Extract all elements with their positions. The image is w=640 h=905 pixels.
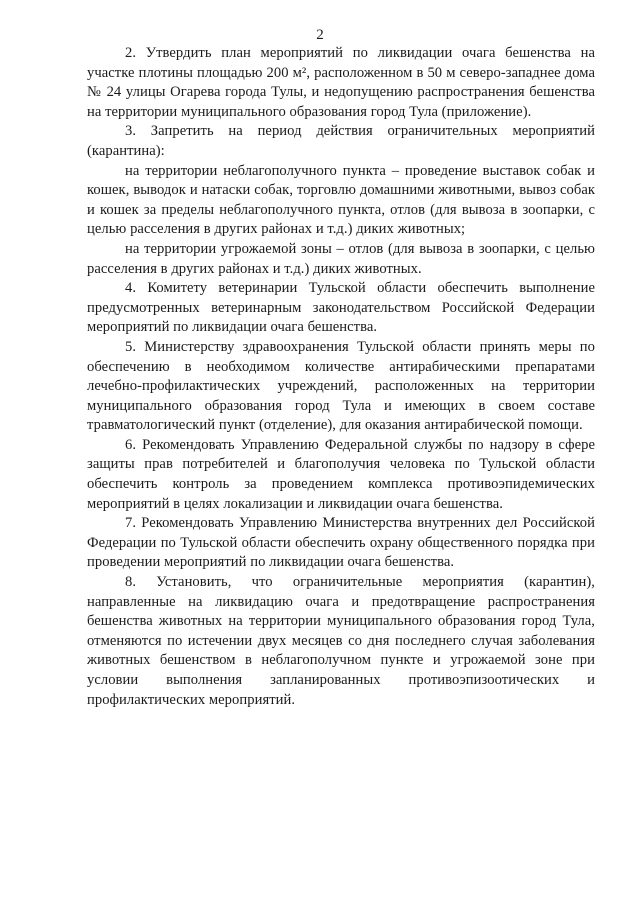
page-number: 2 [316,27,324,43]
paragraph-item-3-subpoint-1: на территории неблагополучного пункта – проведение выставок собак и кошек, выводок и натаски собак, торговлю домашними животными, вывоз собак и кошек за пределы неблагополучного пункта, отлов (для вывоза в зоопарки, с целью расселения в других районах и т.д.) диких животных; [87,162,595,238]
paragraph-item-4: 4. Комитету ветеринарии Тульской области обеспечить выполнение предусмотренных ветеринарным законодательством Российской Федерации мероприятий по ликвидации очага бешенства. [87,280,595,336]
paragraph-item-3: 3. Запретить на период действия ограничительных мероприятий (карантина): [87,123,595,159]
paragraph-item-2: 2. Утвердить план мероприятий по ликвидации очага бешенства на участке плотины площадью 200 м², расположенном в 50 м северо-западнее дома № 24 улицы Огарева города Тулы, и недопущению распространения бешенства на территории муниципального образования город Тула (приложение). [87,45,595,120]
paragraph-item-8: 8. Установить, что ограничительные мероприятия (карантин), направленные на ликвидацию очага и предотвращение распространения бешенства животных на территории муниципального образования город Тула, отменяются по истечении двух месяцев со дня последнего случая заболевания животных бешенством в неблагополучном пункте и угрожаемой зоне при условии выполнения запланированных противоэпизоотических и профилактических мероприятий. [87,574,595,708]
paragraph-item-6: 6. Рекомендовать Управлению Федеральной службы по надзору в сфере защиты прав потребителей и благополучия человека по Тульской области обеспечить контроль за проведением комплекса противоэпидемических мероприятий в целях локализации и ликвидации очага бешенства. [87,436,595,512]
paragraph-item-5: 5. Министерству здравоохранения Тульской области принять меры по обеспечению в необходимом количестве антирабическими препаратами лечебно-профилактических учреждений, расположенных на территории муниципального образования город Тула и имеющих в своем составе травматологический пункт (отделение), для оказания антирабической помощи. [87,338,595,434]
paragraph-item-7: 7. Рекомендовать Управлению Министерства внутренних дел Российской Федерации по Тульской области обеспечить охрану общественного порядка при проведении мероприятий по ликвидации очага бешенства. [87,515,595,571]
paragraph-item-3-subpoint-2: на территории угрожаемой зоны – отлов (для вывоза в зоопарки, с целью расселения в других районах и т.д.) диких животных. [87,240,595,277]
document-body [87,44,595,710]
